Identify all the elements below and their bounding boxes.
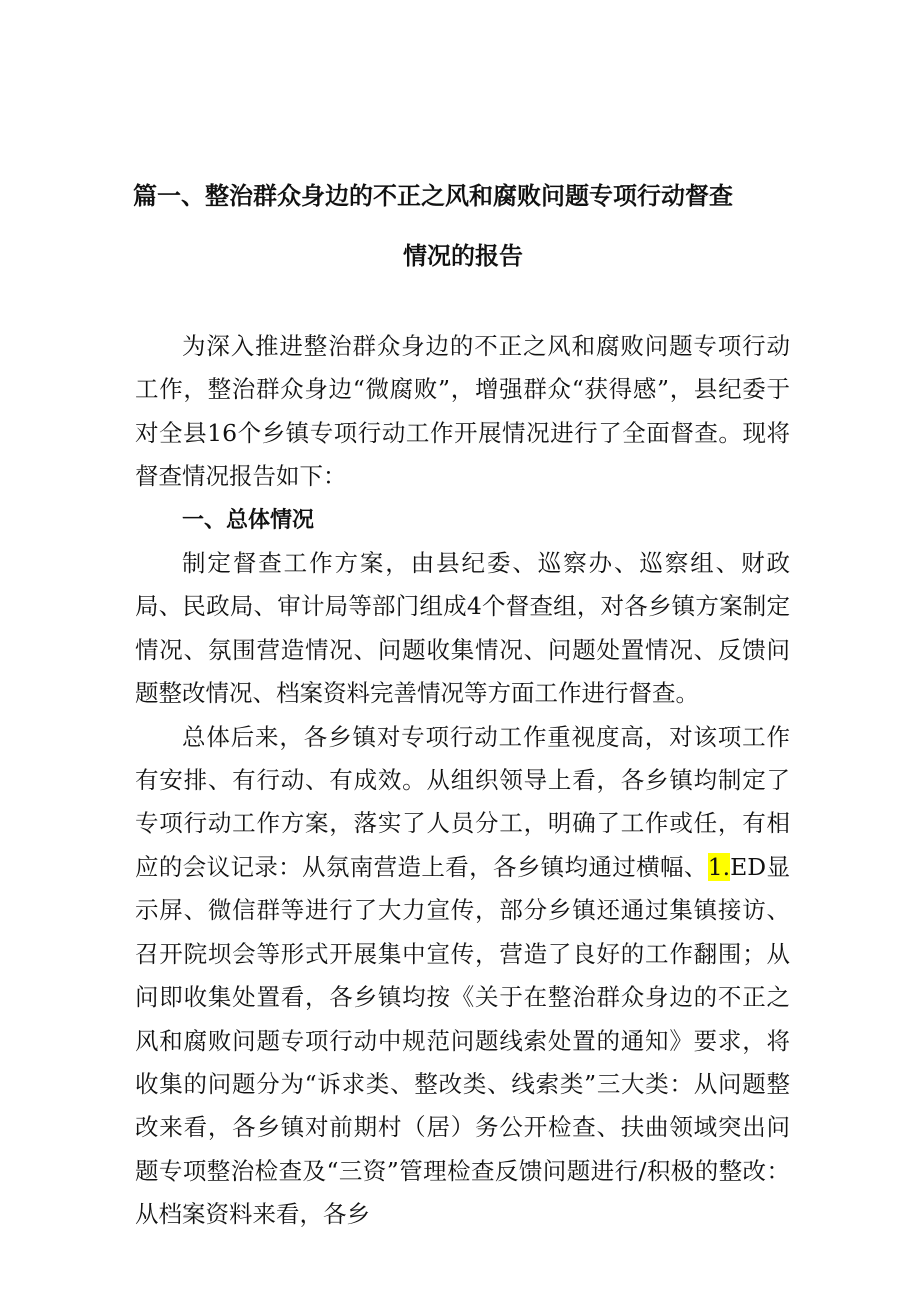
intro-paragraph: 为深入推进整治群众身边的不正之风和腐败问题专项行动工作，整治群众身边“微腐败”，增强群众“获得感”，县纪委于对全县16个乡镇专项行动工作开展情况进行了全面督查。现将督查情况报告如下： (135, 332, 790, 491)
paragraph-inspection-plan: 制定督查工作方案，由县纪委、巡察办、巡察组、财政局、民政局、审计局等部门组成4个督查组，对各乡镇方案制定情况、氛围营造情况、问题收集情况、问题处置情况、反馈问题整改情况、档案资料完善情况等方面工作进行督查。 (135, 549, 790, 708)
document-title-line-1: 篇一、整治群众身边的不正之风和腐败问题专项行动督查 (133, 182, 733, 210)
document-title-line-2: 情况的报告 (403, 242, 523, 270)
paragraph-overall-assessment (135, 716, 790, 1237)
highlighted-text: 1. (707, 852, 731, 881)
paragraph-text-part-1: 总体后来，各乡镇对专项行动工作重视度高，对该项工作有安排、有行动、有成效。从组织领导上看，各乡镇均制定了专项行动工作方案，落实了人员分工，明确了工作或任，有相应的会议记录：从氛南营造上看，各乡镇均通过横幅、 (135, 722, 790, 881)
document-body (135, 325, 790, 1237)
paragraph-text-part-2: ED显示屏、微信群等进行了大力宣传，部分乡镇还通过集镇接访、召开院坝会等形式开展集中宣传，营造了良好的工作翻围；从问即收集处置看，各乡镇均按《关于在整治群众身边的不正之风和腐败问题专项行动中规范问题线索处置的通知》要求，将收集的问题分为“诉求类、整改类、线索类”三大类：从问题整改来看，各乡镇对前期村（居）务公开检查、扶曲领域突出问题专项整治检查及“三资”管理检查反馈问题进行/积极的整改：从档案资料来看，各乡 (135, 852, 790, 1229)
section-heading-overall: 一、总体情况 (182, 507, 315, 533)
